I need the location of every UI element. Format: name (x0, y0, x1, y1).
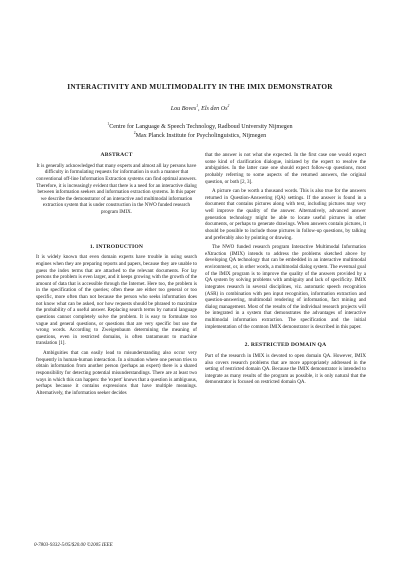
introduction-paragraph-1: It is widely known that even domain experts have trouble in using search engines when they are preparing reports and papers, because they are unable to guess the index terms that are attached to the relevant documents. For lay persons the problem is even larger, and it keeps growing with the growth of the amount of data that is accessible through the Internet. Here too, the problem is in the specification of the queries; often these are either too general or too specific, more often than not because the person who seeks information does not know what can be asked, nor how requests should be phrased to maximize the probability of a useful answer. Replacing search terms by natural language questions cannot completely solve the problem. It is easy to formulate too vague and general questions, or questions that are very specific but use the wrong words. According to Zweigenbaum determining the meaning of questions, even in restricted domains, is often tantamount to machine translation [1]. (36, 254, 197, 347)
affiliation-2-text: Max Planck Institute for Psycholinguistics, Nijmegen (135, 133, 267, 140)
affiliation-1-mark: 1 (107, 122, 110, 126)
abstract-text: It is generally acknowledged that many experts and almost all lay persons have difficulty in formulating requests for information in such a manner that conventional off-line Information Extraction systems can find optimal answers. Therefore, it is increasingly evident that there is a need for an interactive dialog between information seekers and information extraction systems. In this paper we describe the demonstrator of an interactive and multimodal information extraction system that is under construction in the NWO funded research program IMIX. (36, 162, 197, 215)
section-2-heading: 2. RESTRICTED DOMAIN QA (244, 342, 327, 349)
introduction-heading: 1. INTRODUCTION (89, 243, 144, 250)
author-2: Els den Os (201, 106, 228, 113)
right-paragraph-2: A picture can be worth a thousand words. This is also true for the answers returned in Question-Answering (QA) settings. If the answer is found in a document that contains pictures along with text, including pictures may very well improve the quality of the answer. Alternatively, advanced answer generation technology might be able to locate useful pictures in other documents, or perhaps to generate drawings. When answers contain pictures, it should be possible to include those pictures in follow-up questions, by talking and preferably also by pointing or drawing. (205, 188, 366, 241)
affiliation-1 (20, 124, 380, 130)
right-paragraph-1: that the answer is not what she expected. In the first case one would expect some kind of clarification dialogue, initiated by the expert to resolve the ambiguities. In the latter case one should expect follow-up questions, most probably referring to some aspects of the returned answers, the original question, or both [2, 3]. (205, 152, 366, 185)
section-2-text: Part of the research in IMIX is devoted to open domain QA. However, IMIX also covers research problems that are more appropriately addressed in the setting of restricted domain QA. Because the IMIX demonstrator is intended to integrate as many results of the program as possible, it is only natural that the demonstrator is focused on restricted domain QA. (205, 352, 366, 386)
affiliation-2 (20, 133, 380, 139)
affiliation-1-text: Centre for Language & Speech Technology, Radboud University Nijmegen (109, 124, 293, 131)
author-separator: , (198, 106, 202, 113)
author-1: Lou Boves (170, 106, 197, 113)
author-line (20, 106, 380, 112)
left-column (36, 152, 197, 396)
author-2-mark: 2 (227, 104, 230, 108)
affiliation-2-mark: 2 (133, 131, 136, 135)
abstract-heading: ABSTRACT (100, 152, 133, 158)
paper-title: INTERACTIVITY AND MULTIMODALITY IN THE IMIX DEMONSTRATOR (67, 82, 333, 91)
author-1-mark: 1 (196, 104, 199, 108)
copyright-footer: 0-7803-9332-5/05/$20.00 ©2005 IEEE (34, 543, 113, 548)
right-paragraph-3: The NWO funded research program Interactive Multimodal Information eXtraction (IMIX) intends to address the problems sketched above by developing QA technology that can be embedded in an interactive multimodal environment, or, in other words, a multimodal dialog system. The eventual goal of the IMIX program is to improve the quality of the answers provided by a QA system by solving problems with ambiguity and lack of specificity. IMIX integrates research in several disciplines, viz. automatic speech recognition (ASR) in combination with pen input recognition, information extraction and question-answering, multimodal rendering of information, fact mining and dialog management. Most of the results of the individual research projects will be integrated in a system that demonstrates the advantages of interactive multimodal information extraction. The specification and the initial implementation of the common IMIX demonstrator is described in this paper. (205, 244, 366, 330)
introduction-paragraph-2: Ambiguities that can easily lead to misunderstanding also occur very frequently in human-human interaction. In a situation where one person tries to obtain information from another person (perhaps an expert) there is a shared responsibility for detecting potential misunderstandings. There are at least two ways in which this can happen: the 'expert' knows that a question is ambiguous, perhaps because it contains expressions that have multiple meanings. Alternatively, the information seeker decides (36, 350, 197, 396)
right-column (205, 152, 366, 386)
